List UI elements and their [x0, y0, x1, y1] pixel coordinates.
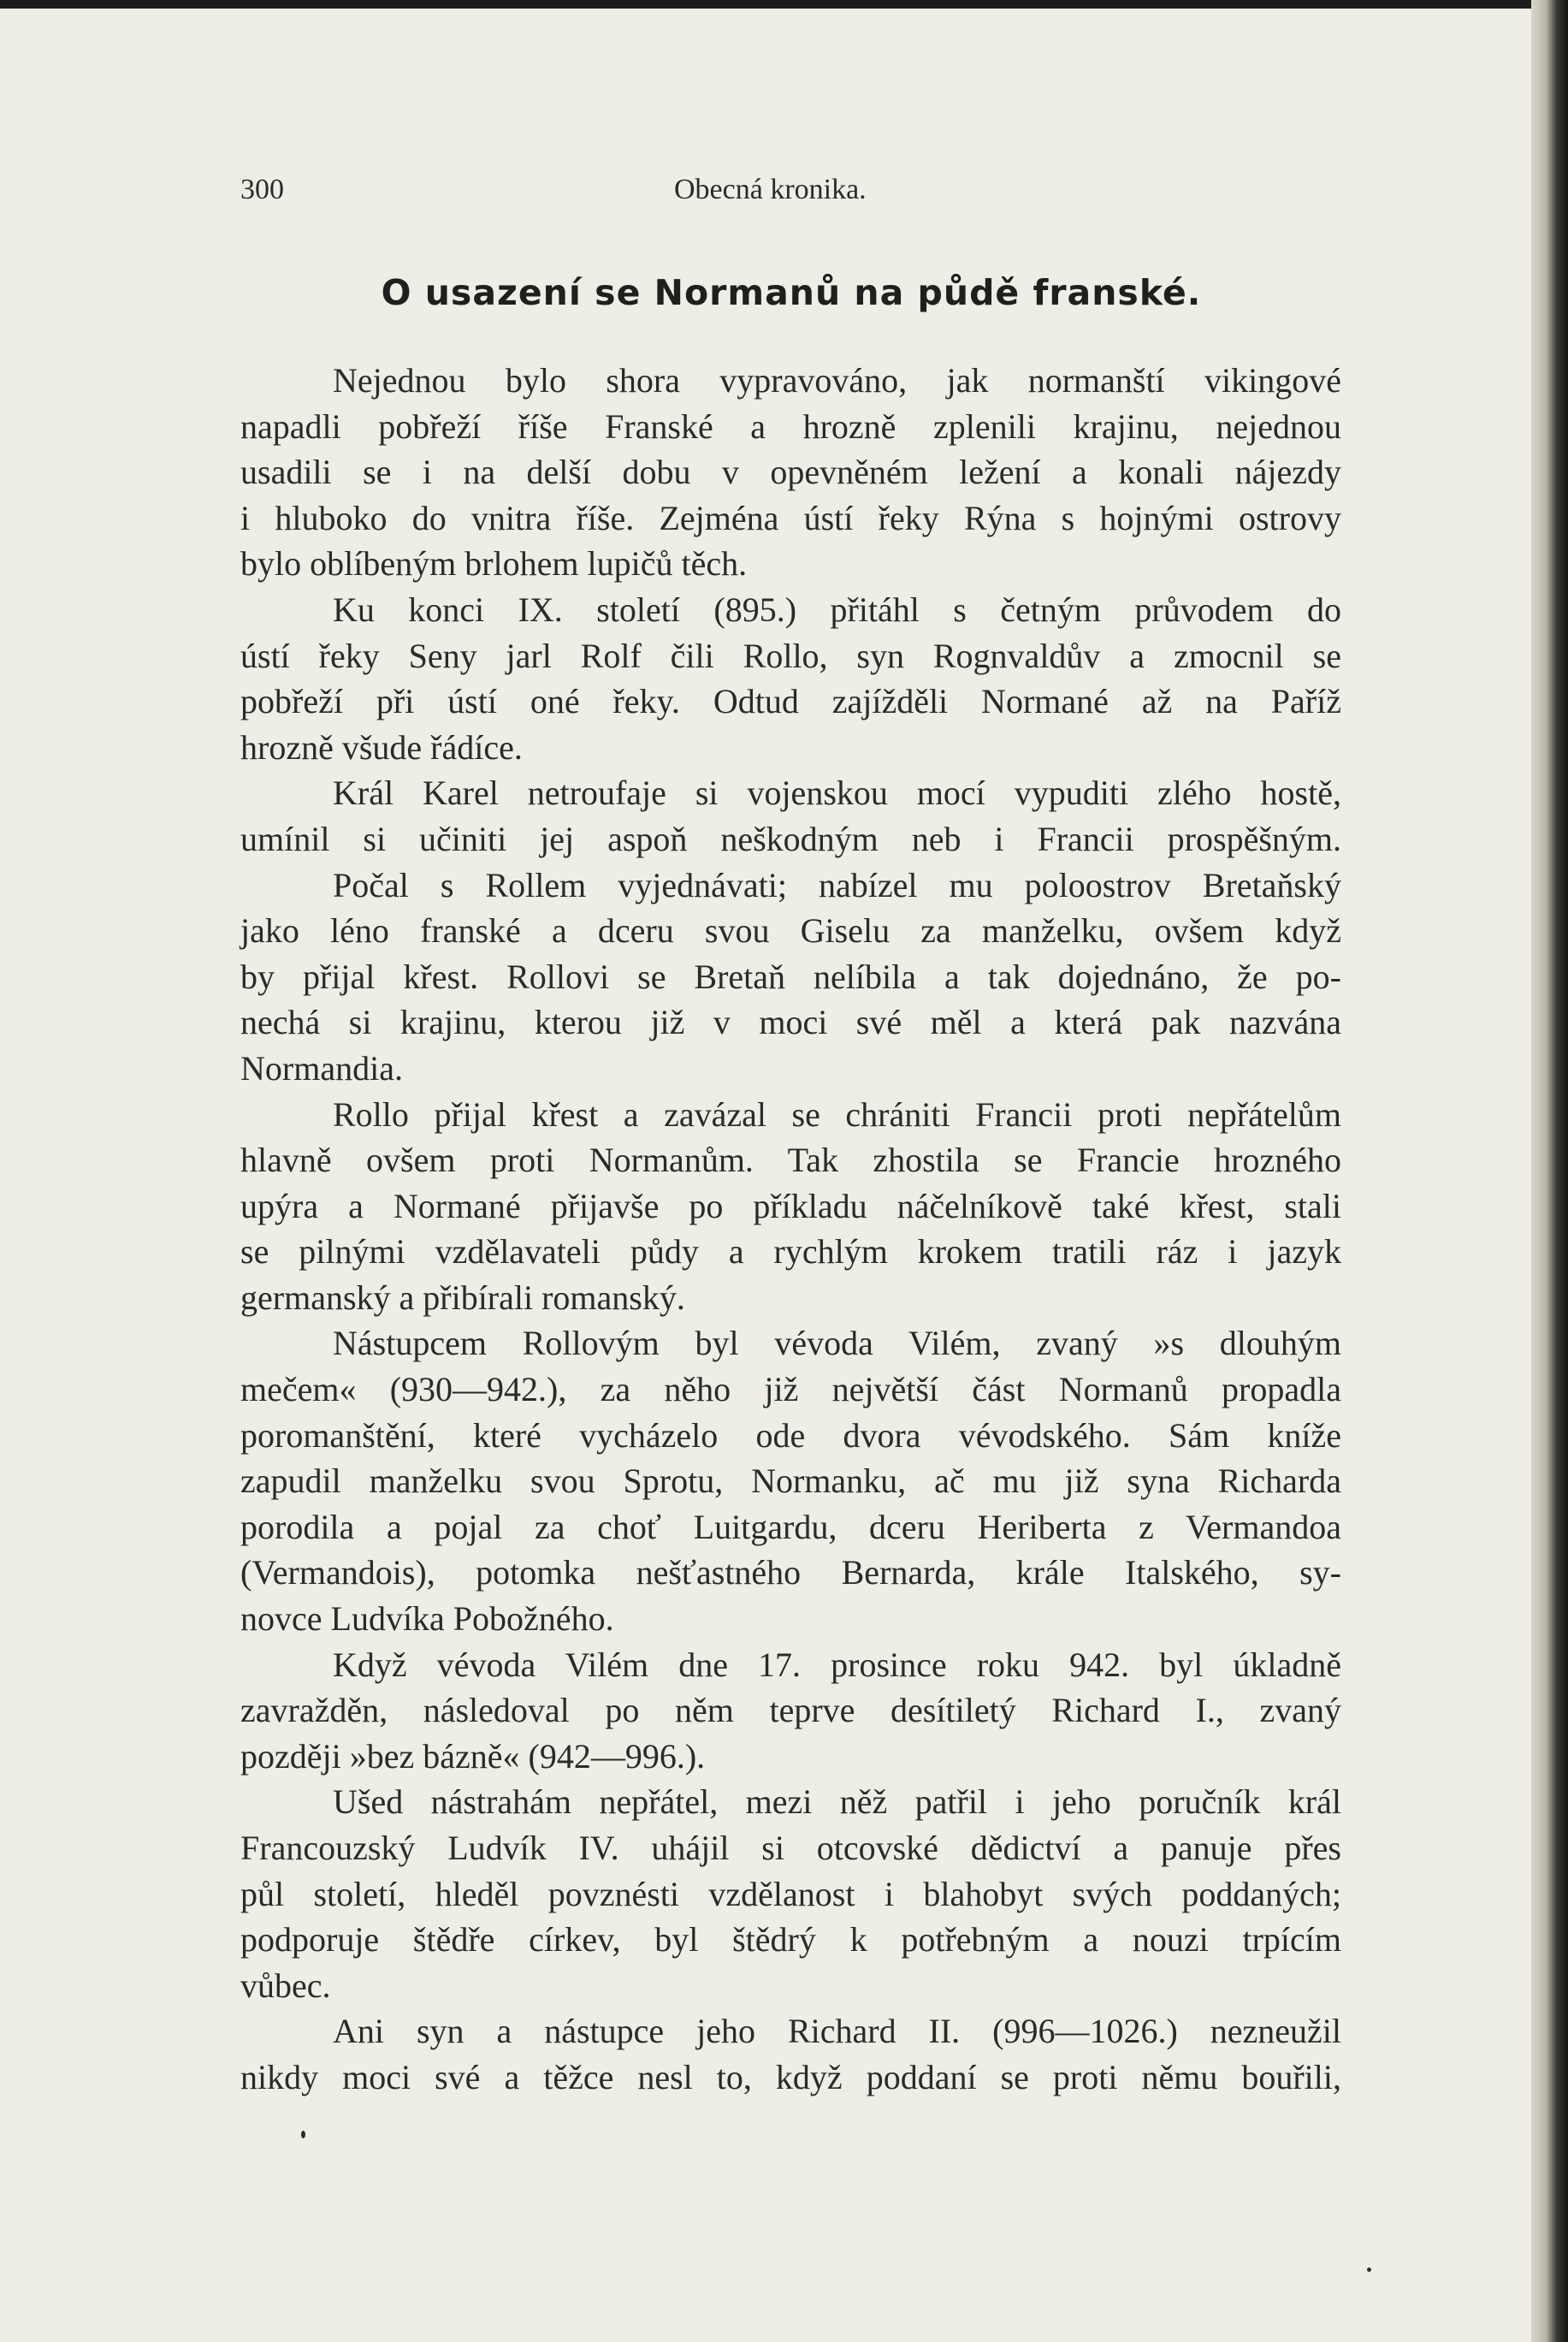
text-line: upýra a Normané přijavše po příkladu náčelníkově také křest, stali	[240, 1186, 1341, 1225]
text-line: novce Ludvíka Pobožného.	[240, 1599, 614, 1639]
text-line: Ku konci IX. století (895.) přitáhl s četným průvodem do	[333, 590, 1341, 629]
text-line: Ani syn a nástupce jeho Richard II. (996—1026.) nezneužil	[333, 2012, 1341, 2051]
text-line: by přijal křest. Rollovi se Bretaň nelíbila a tak dojednáno, že po-	[240, 957, 1341, 996]
text-line: později »bez bázně« (942—996.).	[240, 1736, 706, 1776]
text-line: Nejednou bylo shora vypravováno, jak normanští vikingové	[333, 361, 1341, 400]
text-line: usadili se i na delší dobu v opevněném ležení a konali nájezdy	[240, 453, 1341, 492]
running-title: Obecná kronika.	[674, 174, 867, 205]
text-line: bylo oblíbeným brlohem lupičů těch.	[240, 544, 748, 584]
text-line: hrozně všude řádíce.	[240, 727, 523, 767]
text-line: ústí řeky Seny jarl Rolf čili Rollo, syn Rognvaldův a zmocnil se	[240, 636, 1341, 675]
text-line: půl století, hleděl povznésti vzdělanost i blahobyt svých poddaných;	[240, 1874, 1341, 1913]
text-line: hlavně ovšem proti Normanům. Tak zhostila se Francie hrozného	[240, 1141, 1341, 1180]
text-line: mečem« (930—942.), za něho již největší část Normanů propadla	[240, 1370, 1341, 1409]
text-line: Rollo přijal křest a zavázal se chrániti Francii proti nepřátelům	[333, 1094, 1341, 1134]
text-line: jako léno franské a dceru svou Giselu za manželku, ovšem když	[240, 911, 1341, 951]
text-line: podporuje štědře církev, byl štědrý k potřebným a nouzi trpícím	[240, 1920, 1341, 1960]
text-line: Ušed nástrahám nepřátel, mezi něž patřil i jeho poručník král	[333, 1782, 1341, 1822]
text-line: nikdy moci své a těžce nesl to, když poddaní se proti němu bouřili,	[240, 2057, 1341, 2096]
text-line: Normandia.	[240, 1048, 403, 1088]
text-line: se pilnými vzdělavateli půdy a rychlým krokem tratili ráz i jazyk	[240, 1232, 1341, 1272]
text-line: poromanštění, které vycházelo ode dvora vévodského. Sám kníže	[240, 1415, 1341, 1455]
text-line: germanský a přibírali romanský.	[240, 1278, 685, 1317]
text-line: nechá si krajinu, kterou již v moci své měl a která pak nazvána	[240, 1003, 1341, 1042]
text-line: i hluboko do vnitra říše. Zejména ústí řeky Rýna s hojnými ostrovy	[240, 498, 1341, 537]
text-line: porodila a pojal za choť Luitgardu, dceru Heriberta z Vermandoa	[240, 1507, 1341, 1546]
text-line: vůbec.	[240, 1966, 331, 2005]
paper-speck	[1367, 2268, 1371, 2272]
text-line: (Vermandois), potomka nešťastného Bernarda, krále Italského, sy-	[240, 1553, 1341, 1592]
text-line: Nástupcem Rollovým byl vévoda Vilém, zvaný »s dlouhým	[333, 1324, 1341, 1363]
text-line: umínil si učiniti jej aspoň neškodným neb i Francii prospěšným.	[240, 819, 1341, 858]
scan-top-edge	[0, 0, 1531, 9]
text-line: Když vévoda Vilém dne 17. prosince roku 942. byl úkladně	[333, 1645, 1341, 1684]
body-text	[240, 358, 1341, 2101]
page-edge-shadow	[1531, 0, 1568, 2342]
chapter-title: O usazení se Normanů na půdě franské.	[381, 272, 1202, 313]
text-line: napadli pobřeží říše Franské a hrozně zplenili krajinu, nejednou	[240, 406, 1341, 446]
text-line: Francouzský Ludvík IV. uhájil si otcovské dědictví a panuje přes	[240, 1829, 1341, 1867]
paper-speck	[301, 2131, 305, 2138]
text-line: zavražděn, následoval po něm teprve desítiletý Richard I., zvaný	[240, 1691, 1341, 1730]
page-number: 300	[240, 174, 284, 205]
text-line: pobřeží při ústí oné řeky. Odtud zajížděli Normané až na Paříž	[240, 682, 1341, 721]
text-line: zapudil manželku svou Sprotu, Normanku, ač mu již syna Richarda	[240, 1462, 1341, 1501]
text-line: Král Karel netroufaje si vojenskou mocí vypuditi zlého hostě,	[333, 774, 1341, 813]
text-line: Počal s Rollem vyjednávati; nabízel mu poloostrov Bretaňský	[333, 865, 1341, 904]
